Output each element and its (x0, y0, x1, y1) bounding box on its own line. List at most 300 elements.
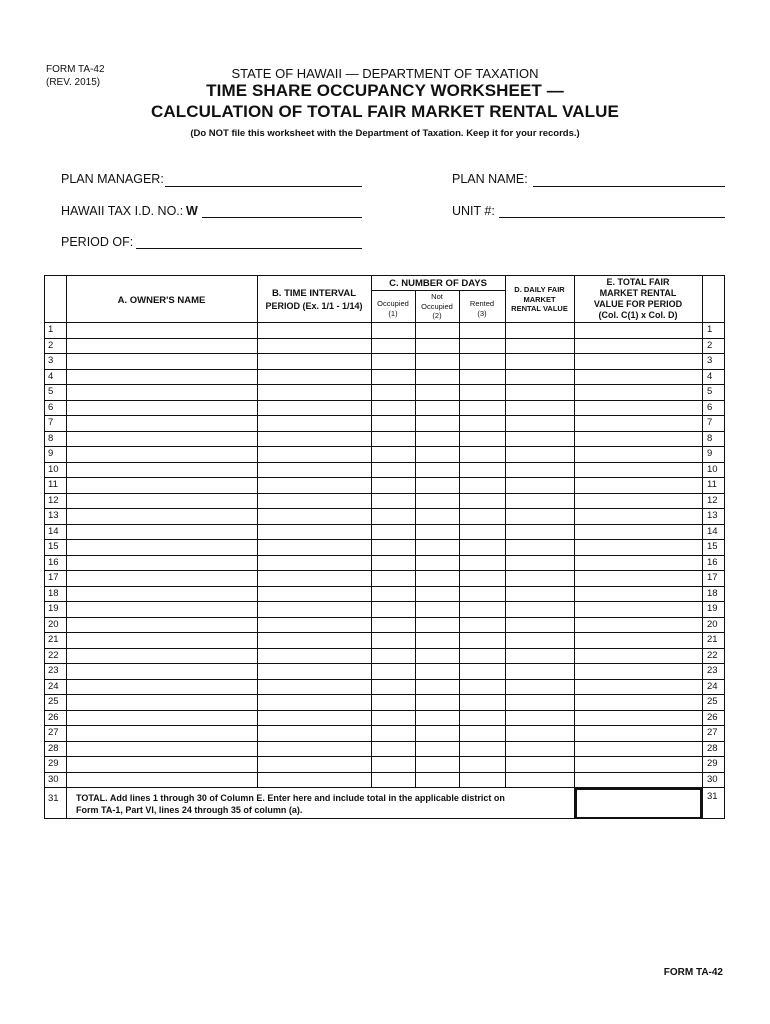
time-interval-cell[interactable] (258, 339, 371, 354)
rented-days-cell[interactable] (460, 742, 505, 757)
time-interval-cell[interactable] (258, 494, 371, 509)
row-number-right: 9 (707, 448, 713, 459)
owner-name-cell[interactable] (67, 494, 257, 509)
daily-rental-value-cell[interactable] (506, 757, 574, 772)
total-rental-value-cell[interactable] (575, 354, 702, 369)
table-border-right (724, 275, 725, 819)
occupied-days-cell[interactable] (372, 649, 415, 664)
total-rental-value-cell[interactable] (575, 432, 702, 447)
rented-days-cell[interactable] (460, 664, 505, 679)
total-rental-value-cell[interactable] (575, 742, 702, 757)
rented-days-cell[interactable] (460, 525, 505, 540)
daily-rental-value-cell[interactable] (506, 742, 574, 757)
not-occupied-days-cell[interactable] (416, 478, 459, 493)
form-title-line1: TIME SHARE OCCUPANCY WORKSHEET — (206, 81, 564, 100)
time-interval-cell[interactable] (258, 680, 371, 695)
time-interval-cell[interactable] (258, 711, 371, 726)
row-number-left: 10 (48, 463, 59, 475)
rented-days-cell[interactable] (460, 633, 505, 648)
col-e-header-line1: E. TOTAL FAIR (606, 277, 670, 287)
daily-rental-value-cell[interactable] (506, 370, 574, 385)
rented-days-cell[interactable] (460, 416, 505, 431)
time-interval-cell[interactable] (258, 664, 371, 679)
row-number-right: 25 (707, 696, 718, 707)
daily-rental-value-cell[interactable] (506, 711, 574, 726)
total-rental-value-cell[interactable] (575, 618, 702, 633)
time-interval-cell[interactable] (258, 618, 371, 633)
owner-name-cell[interactable] (67, 385, 257, 400)
daily-rental-value-cell[interactable] (506, 447, 574, 462)
owner-name-cell[interactable] (67, 773, 257, 788)
row-number-right: 18 (707, 587, 718, 599)
time-interval-cell[interactable] (258, 432, 371, 447)
total-rental-value-cell[interactable] (575, 680, 702, 695)
not-occupied-days-cell[interactable] (416, 370, 459, 385)
rented-days-cell[interactable] (460, 680, 505, 695)
total-rental-value-cell[interactable] (575, 525, 702, 540)
total-rental-value-cell[interactable] (575, 478, 702, 493)
row-number-right: 20 (707, 618, 718, 630)
form-number: FORM TA-42 (46, 64, 105, 75)
not-occupied-days-cell[interactable] (416, 432, 459, 447)
owner-name-cell[interactable] (67, 571, 257, 586)
daily-rental-value-cell[interactable] (506, 571, 574, 586)
row-number-right: 16 (707, 556, 718, 568)
occupied-days-cell[interactable] (372, 587, 415, 602)
row-number-left: 18 (48, 587, 59, 599)
col-c2-number: (2) (432, 311, 442, 320)
owner-name-cell[interactable] (67, 664, 257, 679)
owner-name-cell[interactable] (67, 401, 257, 416)
daily-rental-value-cell[interactable] (506, 339, 574, 354)
not-occupied-days-cell[interactable] (416, 385, 459, 400)
owner-name-cell[interactable] (67, 742, 257, 757)
occupied-days-cell[interactable] (372, 602, 415, 617)
daily-rental-value-cell[interactable] (506, 587, 574, 602)
daily-rental-value-cell[interactable] (506, 494, 574, 509)
owner-name-cell[interactable] (67, 478, 257, 493)
time-interval-cell[interactable] (258, 773, 371, 788)
time-interval-cell[interactable] (258, 540, 371, 555)
total-rental-value-cell[interactable] (575, 695, 702, 710)
occupied-days-cell[interactable] (372, 742, 415, 757)
row-number-left: 29 (48, 758, 59, 769)
not-occupied-days-cell[interactable] (416, 649, 459, 664)
not-occupied-days-cell[interactable] (416, 463, 459, 478)
daily-rental-value-cell[interactable] (506, 556, 574, 571)
total-rental-value-cell[interactable] (575, 494, 702, 509)
occupied-days-cell[interactable] (372, 478, 415, 493)
row-number-right: 7 (707, 417, 713, 428)
occupied-days-cell[interactable] (372, 711, 415, 726)
row-number-right: 28 (707, 742, 718, 754)
time-interval-cell[interactable] (258, 509, 371, 524)
occupied-days-cell[interactable] (372, 432, 415, 447)
owner-name-cell[interactable] (67, 525, 257, 540)
occupied-days-cell[interactable] (372, 416, 415, 431)
rented-days-cell[interactable] (460, 494, 505, 509)
not-occupied-days-cell[interactable] (416, 571, 459, 586)
row-number-right: 27 (707, 727, 718, 738)
owner-name-cell[interactable] (67, 323, 257, 338)
total-rental-value-cell[interactable] (575, 401, 702, 416)
total-amount-field[interactable] (575, 788, 702, 819)
col-b-header-line2: PERIOD (Ex. 1/1 - 1/14) (265, 301, 363, 311)
not-occupied-days-cell[interactable] (416, 602, 459, 617)
owner-name-cell[interactable] (67, 649, 257, 664)
row-number-left: 6 (48, 401, 54, 413)
col-d-header (505, 285, 574, 314)
row-number-left: 2 (48, 339, 54, 351)
row-number-left-31: 31 (48, 793, 59, 804)
owner-name-cell[interactable] (67, 602, 257, 617)
row-number-right: 10 (707, 463, 718, 475)
plan-name-field[interactable] (533, 185, 725, 187)
occupied-days-cell[interactable] (372, 540, 415, 555)
occupied-days-cell[interactable] (372, 509, 415, 524)
col-c2-label-line1: Not (431, 292, 443, 301)
occupied-days-cell[interactable] (372, 494, 415, 509)
period-field[interactable] (136, 247, 362, 249)
form-title-line2: CALCULATION OF TOTAL FAIR MARKET RENTAL VALUE (151, 102, 619, 121)
time-interval-cell[interactable] (258, 416, 371, 431)
total-rental-value-cell[interactable] (575, 633, 702, 648)
row-number-left: 30 (48, 773, 59, 785)
total-rental-value-cell[interactable] (575, 711, 702, 726)
row-number-left: 5 (48, 386, 54, 397)
col-divider-e (702, 275, 703, 819)
total-rental-value-cell[interactable] (575, 556, 702, 571)
rented-days-cell[interactable] (460, 618, 505, 633)
row-number-left: 4 (48, 370, 54, 382)
owner-name-cell[interactable] (67, 695, 257, 710)
owner-name-cell[interactable] (67, 556, 257, 571)
row-number-left: 21 (48, 634, 59, 645)
instruction-note: (Do NOT file this worksheet with the Department of Taxation. Keep it for your records.) (190, 128, 580, 139)
row-number-right: 26 (707, 711, 718, 723)
time-interval-cell[interactable] (258, 695, 371, 710)
time-interval-cell[interactable] (258, 633, 371, 648)
time-interval-cell[interactable] (258, 525, 371, 540)
time-interval-cell[interactable] (258, 726, 371, 741)
row-number-right: 15 (707, 541, 718, 552)
col-e-header-line2: MARKET RENTAL (599, 288, 677, 298)
agency-name: STATE OF HAWAII — DEPARTMENT OF TAXATION (231, 66, 539, 81)
col-c3-label: Rented (469, 299, 495, 308)
total-rental-value-cell[interactable] (575, 370, 702, 385)
row-number-left: 12 (48, 494, 59, 506)
not-occupied-days-cell[interactable] (416, 633, 459, 648)
col-e-header-line3: VALUE FOR PERIOD (593, 299, 683, 309)
daily-rental-value-cell[interactable] (506, 726, 574, 741)
row-number-left: 23 (48, 665, 59, 676)
daily-rental-value-cell[interactable] (506, 680, 574, 695)
occupied-days-cell[interactable] (372, 773, 415, 788)
row-number-left: 8 (48, 432, 54, 444)
rented-days-cell[interactable] (460, 401, 505, 416)
col-c1-label: Occupied (377, 299, 409, 308)
row-number-left: 20 (48, 618, 59, 630)
col-c2-header (415, 292, 459, 321)
not-occupied-days-cell[interactable] (416, 401, 459, 416)
row-number-right: 1 (707, 324, 713, 335)
occupied-days-cell[interactable] (372, 618, 415, 633)
total-rental-value-cell[interactable] (575, 587, 702, 602)
daily-rental-value-cell[interactable] (506, 602, 574, 617)
not-occupied-days-cell[interactable] (416, 525, 459, 540)
row-number-left: 27 (48, 727, 59, 738)
occupied-days-cell[interactable] (372, 680, 415, 695)
col-c1-header (371, 299, 415, 319)
daily-rental-value-cell[interactable] (506, 540, 574, 555)
not-occupied-days-cell[interactable] (416, 323, 459, 338)
unit-label: UNIT #: (452, 204, 495, 218)
daily-rental-value-cell[interactable] (506, 401, 574, 416)
rented-days-cell[interactable] (460, 556, 505, 571)
footer-form-number: FORM TA-42 (663, 967, 723, 978)
total-rental-value-cell[interactable] (575, 339, 702, 354)
rented-days-cell[interactable] (460, 695, 505, 710)
row-number-right: 30 (707, 773, 718, 785)
total-instruction (76, 793, 572, 816)
total-rental-value-cell[interactable] (575, 757, 702, 772)
total-rental-value-cell[interactable] (575, 416, 702, 431)
occupied-days-cell[interactable] (372, 664, 415, 679)
row-number-left: 19 (48, 603, 59, 614)
daily-rental-value-cell[interactable] (506, 525, 574, 540)
occupied-days-cell[interactable] (372, 633, 415, 648)
occupied-days-cell[interactable] (372, 525, 415, 540)
owner-name-cell[interactable] (67, 587, 257, 602)
total-rental-value-cell[interactable] (575, 463, 702, 478)
not-occupied-days-cell[interactable] (416, 711, 459, 726)
rented-days-cell[interactable] (460, 478, 505, 493)
occupied-days-cell[interactable] (372, 323, 415, 338)
rented-days-cell[interactable] (460, 370, 505, 385)
col-b-header (257, 287, 371, 313)
col-a-header: A. OWNER'S NAME (117, 295, 206, 306)
rented-days-cell[interactable] (460, 447, 505, 462)
total-instruction-line1: TOTAL. Add lines 1 through 30 of Column E. Enter here and include total in the applicable district on (76, 793, 505, 803)
not-occupied-days-cell[interactable] (416, 416, 459, 431)
col-e-header (574, 277, 702, 321)
owner-name-cell[interactable] (67, 618, 257, 633)
rented-days-cell[interactable] (460, 649, 505, 664)
plan-manager-field[interactable] (165, 185, 362, 187)
daily-rental-value-cell[interactable] (506, 618, 574, 633)
daily-rental-value-cell[interactable] (506, 633, 574, 648)
rented-days-cell[interactable] (460, 432, 505, 447)
daily-rental-value-cell[interactable] (506, 478, 574, 493)
total-rental-value-cell[interactable] (575, 385, 702, 400)
rented-days-cell[interactable] (460, 757, 505, 772)
row-number-left: 17 (48, 572, 59, 583)
total-rental-value-cell[interactable] (575, 540, 702, 555)
daily-rental-value-cell[interactable] (506, 463, 574, 478)
row-number-right: 21 (707, 634, 718, 645)
plan-manager-label: PLAN MANAGER: (61, 172, 164, 186)
time-interval-cell[interactable] (258, 447, 371, 462)
owner-name-cell[interactable] (67, 757, 257, 772)
row-number-right: 24 (707, 680, 718, 692)
row-number-left: 13 (48, 510, 59, 521)
time-interval-cell[interactable] (258, 556, 371, 571)
time-interval-cell[interactable] (258, 385, 371, 400)
daily-rental-value-cell[interactable] (506, 773, 574, 788)
owner-name-cell[interactable] (67, 726, 257, 741)
rented-days-cell[interactable] (460, 602, 505, 617)
not-occupied-days-cell[interactable] (416, 742, 459, 757)
row-number-left: 3 (48, 355, 54, 366)
not-occupied-days-cell[interactable] (416, 618, 459, 633)
occupied-days-cell[interactable] (372, 463, 415, 478)
daily-rental-value-cell[interactable] (506, 385, 574, 400)
total-rental-value-cell[interactable] (575, 773, 702, 788)
owner-name-cell[interactable] (67, 370, 257, 385)
time-interval-cell[interactable] (258, 354, 371, 369)
occupied-days-cell[interactable] (372, 571, 415, 586)
time-interval-cell[interactable] (258, 463, 371, 478)
owner-name-cell[interactable] (67, 540, 257, 555)
rented-days-cell[interactable] (460, 571, 505, 586)
time-interval-cell[interactable] (258, 602, 371, 617)
row-number-left: 16 (48, 556, 59, 568)
not-occupied-days-cell[interactable] (416, 726, 459, 741)
rented-days-cell[interactable] (460, 354, 505, 369)
col-d-header-line3: RENTAL VALUE (511, 304, 568, 313)
time-interval-cell[interactable] (258, 742, 371, 757)
time-interval-cell[interactable] (258, 370, 371, 385)
unit-field[interactable] (499, 216, 725, 218)
owner-name-cell[interactable] (67, 463, 257, 478)
col-c-header: C. NUMBER OF DAYS (389, 278, 487, 289)
rented-days-cell[interactable] (460, 540, 505, 555)
row-number-left: 25 (48, 696, 59, 707)
daily-rental-value-cell[interactable] (506, 323, 574, 338)
tax-id-prefix: W (186, 204, 198, 218)
owner-name-cell[interactable] (67, 680, 257, 695)
total-rental-value-cell[interactable] (575, 509, 702, 524)
owner-name-cell[interactable] (67, 711, 257, 726)
total-rental-value-cell[interactable] (575, 323, 702, 338)
rented-days-cell[interactable] (460, 587, 505, 602)
table-border-left (44, 275, 45, 819)
time-interval-cell[interactable] (258, 571, 371, 586)
col-b-header-line1: B. TIME INTERVAL (271, 288, 357, 299)
daily-rental-value-cell[interactable] (506, 432, 574, 447)
not-occupied-days-cell[interactable] (416, 587, 459, 602)
time-interval-cell[interactable] (258, 401, 371, 416)
row-number-right: 8 (707, 432, 713, 444)
time-interval-cell[interactable] (258, 587, 371, 602)
owner-name-cell[interactable] (67, 354, 257, 369)
occupied-days-cell[interactable] (372, 339, 415, 354)
owner-name-cell[interactable] (67, 416, 257, 431)
row-number-right-31: 31 (707, 791, 718, 802)
row-number-left: 28 (48, 742, 59, 754)
tax-id-label: HAWAII TAX I.D. NO.: (61, 204, 184, 218)
owner-name-cell[interactable] (67, 432, 257, 447)
row-number-right: 17 (707, 572, 718, 583)
not-occupied-days-cell[interactable] (416, 773, 459, 788)
occupied-days-cell[interactable] (372, 385, 415, 400)
col-e-header-line4: (Col. C(1) x Col. D) (598, 310, 678, 320)
owner-name-cell[interactable] (67, 339, 257, 354)
occupied-days-cell[interactable] (372, 556, 415, 571)
rented-days-cell[interactable] (460, 463, 505, 478)
total-rental-value-cell[interactable] (575, 602, 702, 617)
row-number-left: 1 (48, 324, 54, 335)
occupied-days-cell[interactable] (372, 695, 415, 710)
occupied-days-cell[interactable] (372, 401, 415, 416)
total-rental-value-cell[interactable] (575, 726, 702, 741)
occupied-days-cell[interactable] (372, 447, 415, 462)
daily-rental-value-cell[interactable] (506, 416, 574, 431)
row-number-left: 14 (48, 525, 59, 537)
occupied-days-cell[interactable] (372, 757, 415, 772)
rented-days-cell[interactable] (460, 711, 505, 726)
not-occupied-days-cell[interactable] (416, 339, 459, 354)
daily-rental-value-cell[interactable] (506, 509, 574, 524)
not-occupied-days-cell[interactable] (416, 680, 459, 695)
not-occupied-days-cell[interactable] (416, 556, 459, 571)
row-number-left: 26 (48, 711, 59, 723)
daily-rental-value-cell[interactable] (506, 354, 574, 369)
daily-rental-value-cell[interactable] (506, 649, 574, 664)
row-number-left: 24 (48, 680, 59, 692)
rented-days-cell[interactable] (460, 323, 505, 338)
not-occupied-days-cell[interactable] (416, 354, 459, 369)
time-interval-cell[interactable] (258, 649, 371, 664)
rented-days-cell[interactable] (460, 773, 505, 788)
rented-days-cell[interactable] (460, 509, 505, 524)
not-occupied-days-cell[interactable] (416, 447, 459, 462)
rented-days-cell[interactable] (460, 385, 505, 400)
time-interval-cell[interactable] (258, 757, 371, 772)
table-border-top (44, 275, 725, 276)
col-c3-header (459, 299, 505, 319)
col-d-header-line1: D. DAILY FAIR (514, 285, 565, 294)
total-rental-value-cell[interactable] (575, 649, 702, 664)
row-number-right: 11 (707, 479, 717, 490)
time-interval-cell[interactable] (258, 478, 371, 493)
occupied-days-cell[interactable] (372, 354, 415, 369)
daily-rental-value-cell[interactable] (506, 695, 574, 710)
total-rental-value-cell[interactable] (575, 664, 702, 679)
not-occupied-days-cell[interactable] (416, 540, 459, 555)
occupied-days-cell[interactable] (372, 370, 415, 385)
daily-rental-value-cell[interactable] (506, 664, 574, 679)
occupied-days-cell[interactable] (372, 726, 415, 741)
owner-name-cell[interactable] (67, 509, 257, 524)
not-occupied-days-cell[interactable] (416, 757, 459, 772)
total-rental-value-cell[interactable] (575, 447, 702, 462)
not-occupied-days-cell[interactable] (416, 664, 459, 679)
not-occupied-days-cell[interactable] (416, 509, 459, 524)
not-occupied-days-cell[interactable] (416, 494, 459, 509)
owner-name-cell[interactable] (67, 633, 257, 648)
rented-days-cell[interactable] (460, 339, 505, 354)
total-rental-value-cell[interactable] (575, 571, 702, 586)
tax-id-field[interactable] (202, 216, 362, 218)
time-interval-cell[interactable] (258, 323, 371, 338)
row-number-left: 9 (48, 448, 54, 459)
rented-days-cell[interactable] (460, 726, 505, 741)
owner-name-cell[interactable] (67, 447, 257, 462)
row-number-right: 12 (707, 494, 718, 506)
row-number-right: 23 (707, 665, 718, 676)
not-occupied-days-cell[interactable] (416, 695, 459, 710)
